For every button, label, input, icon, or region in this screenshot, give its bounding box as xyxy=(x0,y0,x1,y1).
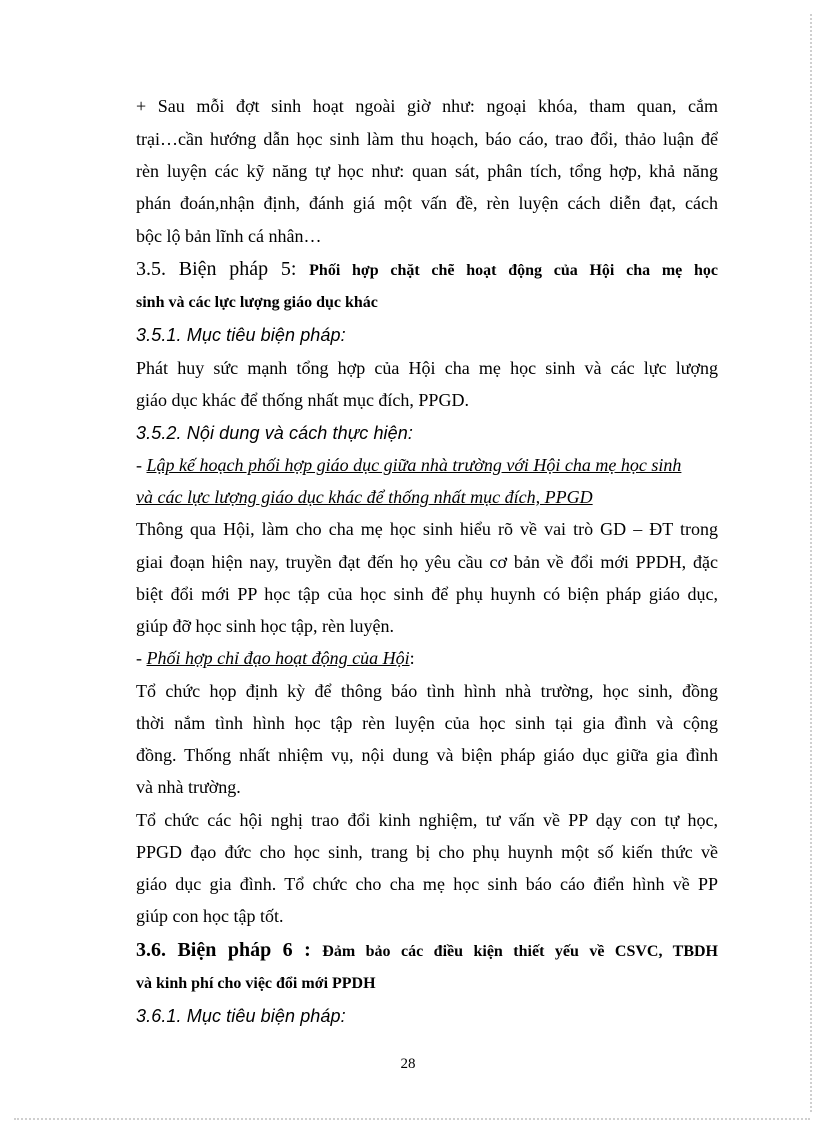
bullet-item-2 xyxy=(136,647,718,669)
bullet-text: Phối hợp chỉ đạo hoạt động của Hội xyxy=(146,648,410,668)
paragraph-line: PPGD đạo đức cho học sinh, trang bị cho phụ huynh một số kiến thức về xyxy=(136,842,718,862)
paragraph-line: Thông qua Hội, làm cho cha mẹ học sinh hiểu rõ về vai trò GD – ĐT trong xyxy=(136,519,718,539)
subheading-3-6-1: 3.6.1. Mục tiêu biện pháp: xyxy=(136,1006,346,1026)
bullet-colon: : xyxy=(409,648,415,668)
paragraph-line: rèn luyện các kỹ năng tự học như: quan sát, phân tích, tổng hợp, khả năng xyxy=(136,161,718,181)
paragraph-line: đồng. Thống nhất nhiệm vụ, nội dung và biện pháp giáo dục giữa gia đình xyxy=(136,745,718,765)
paragraph-line: phán đoán,nhận định, đánh giá một vấn đề, rèn luyện cách diễn đạt, cách xyxy=(136,193,718,213)
paragraph-line: bộc lộ bản lĩnh cá nhân… xyxy=(136,226,322,246)
bullet-item-1 xyxy=(136,454,726,476)
heading-title: Phối hợp chặt chẽ hoạt động của Hội cha mẹ học xyxy=(309,262,718,279)
page-number: 28 xyxy=(400,1056,416,1072)
section-heading-3-5-cont: sinh và các lực lượng giáo dục khác xyxy=(136,294,378,311)
page-border-bottom xyxy=(14,1118,810,1120)
paragraph-line: trại…cần hướng dẫn học sinh làm thu hoạch, báo cáo, trao đổi, thảo luận để xyxy=(136,129,718,149)
bullet-dash: - xyxy=(136,648,147,668)
paragraph-line: giáo dục khác để thống nhất mục đích, PPGD. xyxy=(136,390,469,410)
paragraph-line: + Sau mỗi đợt sinh hoạt ngoài giờ như: ngoại khóa, tham quan, cắm xyxy=(136,96,718,116)
paragraph-line: giúp đỡ học sinh học tập, rèn luyện. xyxy=(136,616,394,636)
heading-prefix: 3.6. Biện pháp 6 : xyxy=(136,939,323,961)
bullet-text: và các lực lượng giáo dục khác để thống nhất mục đích, PPGD xyxy=(136,487,593,507)
bullet-dash: - xyxy=(136,455,147,475)
paragraph-line: giai đoạn hiện nay, truyền đạt đến họ yêu cầu cơ bản về đổi mới PPDH, đặc xyxy=(136,552,718,572)
paragraph-line: và nhà trường. xyxy=(136,777,241,797)
paragraph-line: Tổ chức các hội nghị trao đổi kinh nghiệm, tư vấn về PP dạy con tự học, xyxy=(136,810,718,830)
bullet-text: Lập kế hoạch phối hợp giáo dục giữa nhà trường với Hội cha mẹ học sinh xyxy=(146,455,682,475)
subheading-3-5-2: 3.5.2. Nội dung và cách thực hiện: xyxy=(136,423,413,443)
paragraph-line: Tổ chức họp định kỳ để thông báo tình hình nhà trường, học sinh, đồng xyxy=(136,681,718,701)
paragraph-line: giáo dục gia đình. Tổ chức cho cha mẹ học sinh báo cáo điển hình về PP xyxy=(136,874,718,894)
subheading-3-5-1: 3.5.1. Mục tiêu biện pháp: xyxy=(136,325,346,345)
paragraph-line: giúp con học tập tốt. xyxy=(136,906,284,926)
heading-prefix: 3.5. Biện pháp 5: xyxy=(136,258,310,280)
paragraph-line: biệt đổi mới PP học tập của học sinh để phụ huynh có biện pháp giáo dục, xyxy=(136,584,718,604)
heading-title: Đảm bảo các điều kiện thiết yếu về CSVC, TBDH xyxy=(322,943,718,960)
section-heading-3-6 xyxy=(136,939,718,963)
bullet-item-1-cont xyxy=(136,486,718,508)
paragraph-line: Phát huy sức mạnh tổng hợp của Hội cha mẹ học sinh và các lực lượng xyxy=(136,358,718,378)
section-heading-3-6-cont: và kinh phí cho việc đổi mới PPDH xyxy=(136,975,376,992)
paragraph-line: thời nắm tình hình học tập rèn luyện của học sinh tại gia đình và cộng xyxy=(136,713,718,733)
page-border-right xyxy=(810,14,812,1112)
section-heading-3-5 xyxy=(136,258,718,282)
